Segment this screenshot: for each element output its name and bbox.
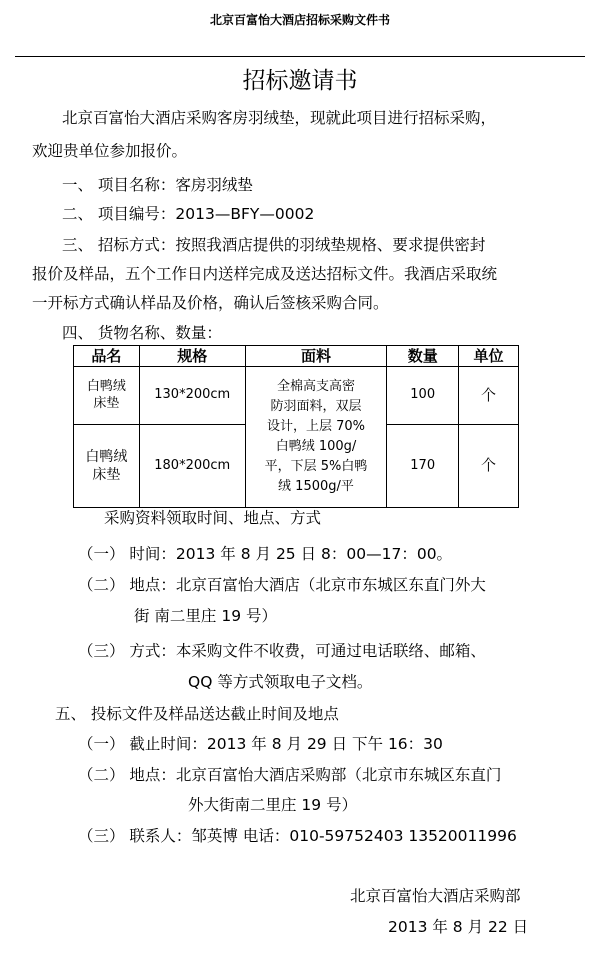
- collection-heading: 采购资料领取时间、地点、方式: [104, 509, 322, 527]
- cell-unit: 个: [459, 367, 519, 425]
- cell-unit: 个: [459, 425, 519, 508]
- document-header: 北京百富怡大酒店招标采购文件书: [209, 13, 390, 27]
- project-name: 一、 项目名称：客房羽绒垫: [62, 176, 253, 194]
- cell-spec: 130*200cm: [139, 367, 245, 425]
- fabric-line: 设计，上层 70%: [266, 419, 365, 434]
- fabric-line: 防羽面料，双层: [270, 399, 362, 414]
- bidding-method-line-3: 一开标方式确认样品及价格，确认后签核采购合同。: [32, 294, 389, 312]
- cell-fabric: [245, 367, 387, 508]
- bidding-method-line-2: 报价及样品，五个工作日内送样完成及送达招标文件。我酒店采取统: [32, 265, 498, 283]
- fabric-line: 平，下层 5%白鸭: [264, 459, 368, 474]
- name-line: 白鸭绒: [86, 378, 126, 394]
- document-title: 招标邀请书: [242, 68, 358, 94]
- collection-method-line-2: QQ 等方式领取电子文档。: [188, 673, 373, 691]
- cell-name: [74, 367, 140, 425]
- header-fabric: 面料: [245, 346, 387, 367]
- header-qty: 数量: [387, 346, 459, 367]
- goods-heading: 四、 货物名称、数量：: [62, 324, 222, 342]
- name-line: 床垫: [93, 395, 120, 411]
- submission-heading: 五、 投标文件及样品送达截止时间及地点: [55, 705, 339, 723]
- contact-info: （三） 联系人：邹英博 电话：010-59752403 13520011996: [78, 827, 517, 845]
- signature-date: 2013 年 8 月 22 日: [388, 918, 529, 936]
- cell-qty: 170: [387, 425, 459, 508]
- collection-time: （一） 时间：2013 年 8 月 25 日 8：00—17：00。: [78, 545, 453, 563]
- bidding-method-line-1: 三、 招标方式：按照我酒店提供的羽绒垫规格、要求提供密封: [62, 236, 486, 254]
- name-line: 床垫: [92, 467, 121, 483]
- submission-place-line-2: 外大街南二里庄 19 号）: [188, 796, 358, 814]
- header-divider: [15, 56, 585, 57]
- collection-place-line-2: 街 南二里庄 19 号）: [134, 607, 278, 625]
- intro-line-2: 欢迎贵单位参加报价。: [32, 142, 188, 160]
- fabric-line: 全棉高支高密: [276, 379, 355, 394]
- fabric-line: 绒 1500g/平: [278, 479, 354, 494]
- submission-deadline: （一） 截止时间：2013 年 8 月 29 日 下午 16：30: [78, 735, 443, 753]
- submission-place-line-1: （二） 地点：北京百富怡大酒店采购部（北京市东城区东直门: [78, 766, 502, 784]
- signature-org: 北京百富怡大酒店采购部: [350, 887, 521, 905]
- header-spec: 规格: [139, 346, 245, 367]
- cell-spec: 180*200cm: [139, 425, 245, 508]
- fabric-line: 白鸭绒 100g/: [275, 439, 357, 454]
- header-unit: 单位: [459, 346, 519, 367]
- table-row: [74, 367, 519, 425]
- collection-place-line-1: （二） 地点：北京百富怡大酒店（北京市东城区东直门外大: [78, 576, 486, 594]
- intro-line-1: 北京百富怡大酒店采购客房羽绒垫，现就此项目进行招标采购，: [62, 109, 497, 127]
- cell-qty: 100: [387, 367, 459, 425]
- project-number: 二、 项目编号：2013—BFY—0002: [62, 205, 315, 223]
- header-name: 品名: [74, 346, 140, 367]
- goods-table: [73, 345, 519, 508]
- table-header-row: [74, 346, 519, 367]
- name-line: 白鸭绒: [85, 448, 128, 465]
- collection-method-line-1: （三） 方式：本采购文件不收费，可通过电话联络、邮箱、: [78, 642, 486, 660]
- cell-name: [74, 425, 140, 508]
